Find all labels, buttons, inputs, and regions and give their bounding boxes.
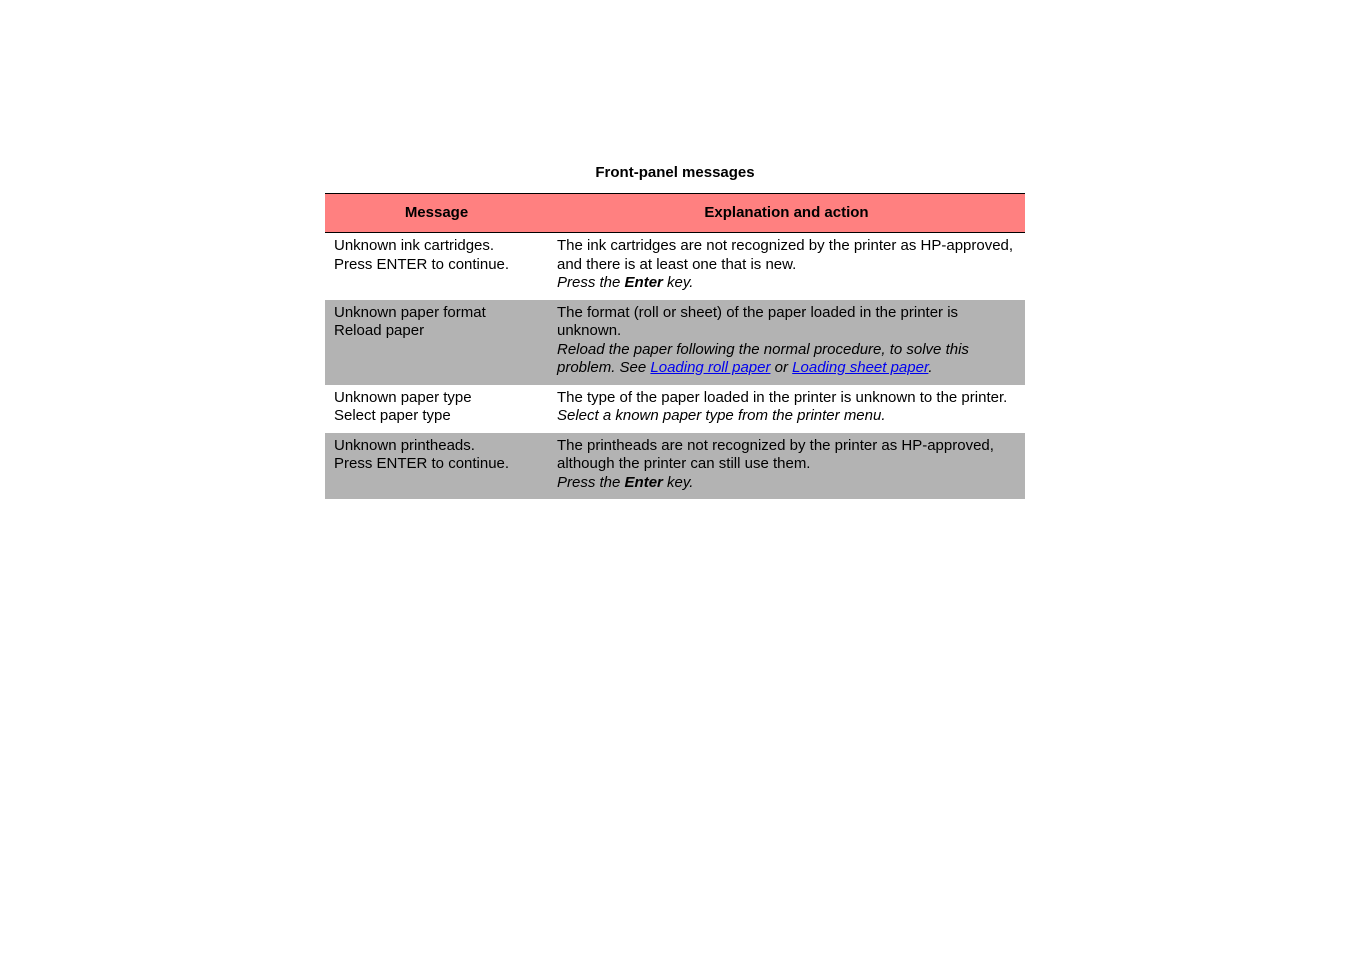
action-end: . xyxy=(928,359,933,376)
action-post: key. xyxy=(662,274,694,291)
message-line: Press ENTER to continue. xyxy=(334,455,510,472)
message-line: Unknown ink cartridges. xyxy=(334,237,495,254)
message-line: Unknown paper type xyxy=(334,388,472,406)
message-cell xyxy=(325,300,548,385)
action-text xyxy=(557,341,1016,378)
action-text: Select a known paper type from the printer menu. xyxy=(557,407,886,424)
explanation-cell xyxy=(548,385,1025,433)
action-text xyxy=(557,274,1016,293)
header-explanation: Explanation and action xyxy=(548,194,1025,233)
table-row xyxy=(325,300,1025,385)
action-pre: Press the xyxy=(557,473,625,491)
table-row xyxy=(325,433,1025,500)
action-key: Enter xyxy=(624,274,663,291)
message-line: Select paper type xyxy=(334,407,451,424)
message-line: Reload paper xyxy=(334,322,425,339)
loading-sheet-paper-link[interactable]: Loading sheet paper xyxy=(792,359,929,376)
action-pre: Press the xyxy=(557,274,625,291)
table-caption: Front-panel messages xyxy=(595,164,755,181)
explanation-cell xyxy=(548,300,1025,385)
loading-roll-paper-link[interactable]: Loading roll paper xyxy=(650,359,771,376)
explanation-text: The format (roll or sheet) of the paper loaded in the printer is unknown. xyxy=(557,303,959,339)
message-line: Unknown printheads. xyxy=(334,436,475,454)
table-header-row xyxy=(325,194,1025,233)
explanation-text: The type of the paper loaded in the printer is unknown to the printer. xyxy=(557,388,1008,406)
action-text xyxy=(557,474,1016,493)
action-between: or xyxy=(770,359,793,376)
message-cell xyxy=(325,385,548,433)
front-panel-messages-table xyxy=(325,193,1025,499)
action-key: Enter xyxy=(624,473,663,491)
header-message: Message xyxy=(325,194,548,233)
action-post: key. xyxy=(662,473,694,491)
explanation-text: The printheads are not recognized by the printer as HP-approved, although the printer can still use them. xyxy=(557,436,994,472)
explanation-cell xyxy=(548,433,1025,500)
message-line: Press ENTER to continue. xyxy=(334,255,510,273)
explanation-cell xyxy=(548,233,1025,300)
table-row xyxy=(325,385,1025,433)
table-row xyxy=(325,233,1025,300)
action-body: Reload the paper following the normal procedure, to solve this problem. See xyxy=(557,340,969,376)
message-cell xyxy=(325,233,548,300)
explanation-text: The ink cartridges are not recognized by the printer as HP-approved, and there is at least one that is new. xyxy=(557,237,1014,273)
message-cell xyxy=(325,433,548,500)
message-line: Unknown paper format xyxy=(334,303,486,321)
